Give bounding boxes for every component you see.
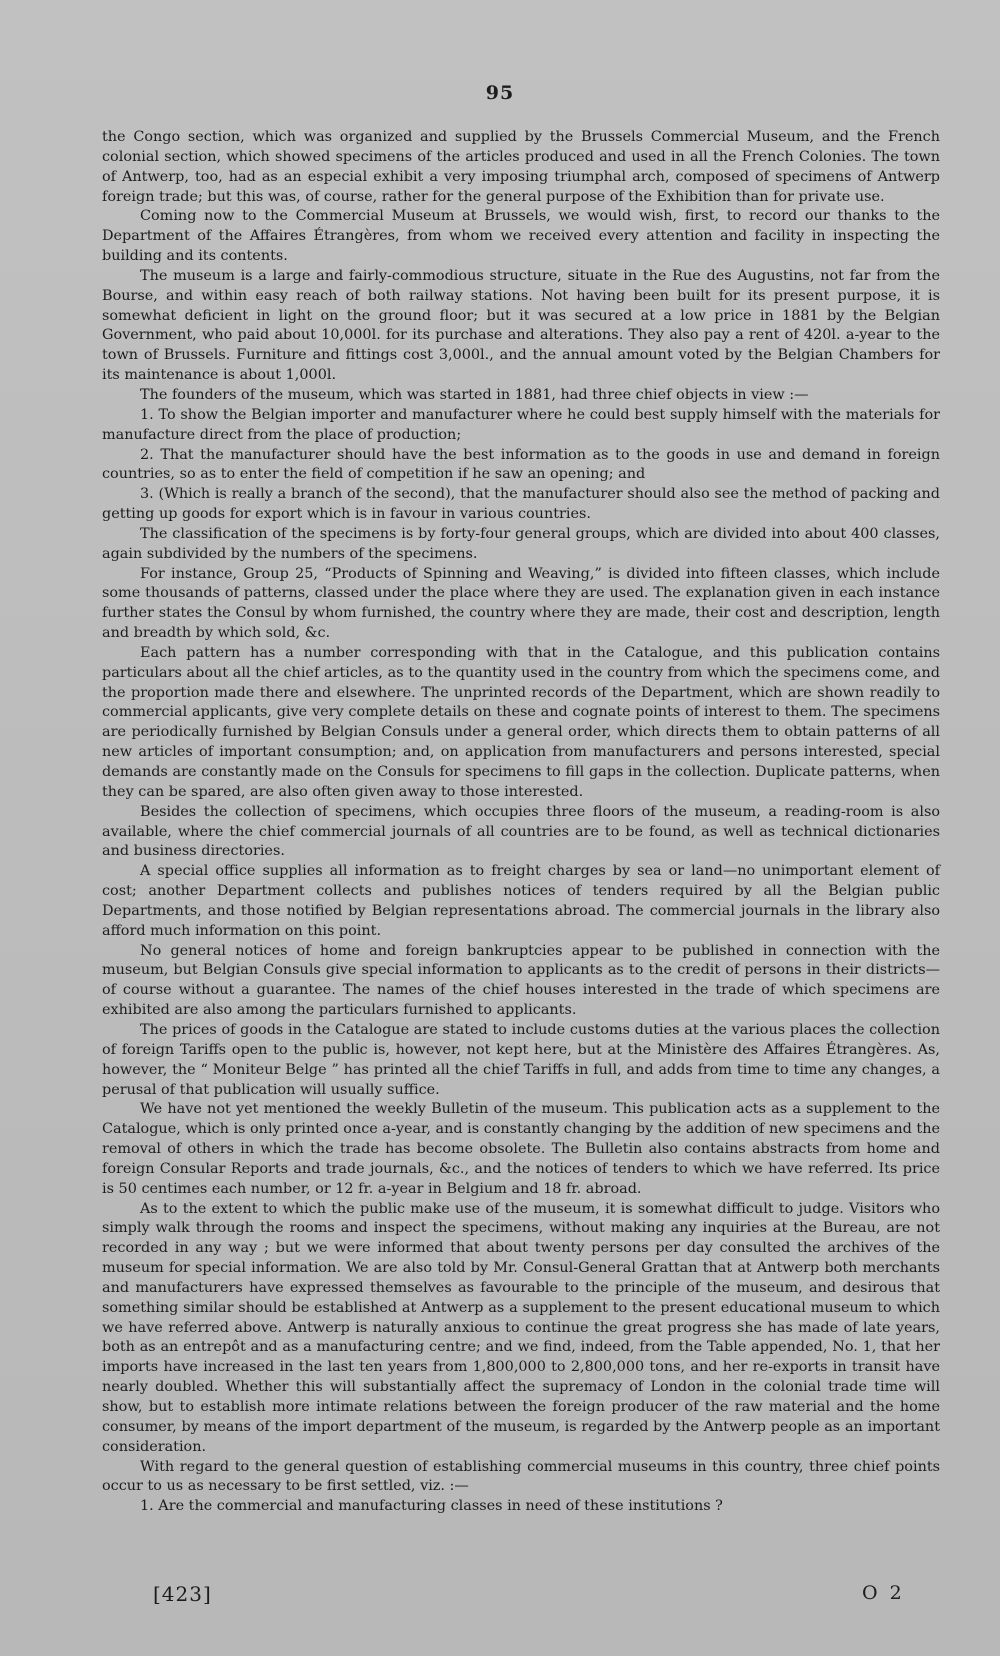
footer-signature-mark: [423] (153, 1582, 212, 1606)
paragraph-founders-objects: The founders of the museum, which was started in 1881, had three chief objects in view :— (140, 386, 809, 403)
paragraph-museum-structure: The museum is a large and fairly-commodious structure, situate in the Rue des Augustins, not far from the Bourse, and within easy reach of both railway stations. Not having been built for its present purpose, it is somewhat deficient in light on the ground floor; but it was secured at a low price in 1881 by the Belgian Government, who paid about 10,000l. for its purchase and alterations. They also pay a rent of 420l. a-year to the town of Brussels. Furniture and fittings cost 3,000l., and the annual amount voted by the Belgian Chambers for its maintenance is about 1,000l. (102, 267, 940, 384)
body-text (102, 128, 940, 1517)
paragraph-bankruptcies: No general notices of home and foreign bankruptcies appear to be published in connection with the museum, but Belgian Consuls give special information to applicants as to the credit of persons in their districts—of course without a guarantee. The names of the chief houses interested in the trade of which specimens are exhibited are also among the particulars furnished to applicants. (102, 942, 940, 1019)
paragraph-object-2: 2. That the manufacturer should have the best information as to the goods in use and demand in foreign countries, so as to enter the field of competition if he saw an opening; and (102, 446, 940, 483)
paragraph-weekly-bulletin: We have not yet mentioned the weekly Bulletin of the museum. This publication acts as a supplement to the Catalogue, which is only printed once a-year, and is constantly changing by the addition of new specimens and the removal of others in which the trade has become obsolete. The Bulletin also contains abstracts from home and foreign Consular Reports and trade journals, &c., and the notices of tenders to which we have referred. Its price is 50 centimes each number, or 12 fr. a-year in Belgium and 18 fr. abroad. (102, 1101, 941, 1197)
paragraph-commercial-museum-thanks: Coming now to the Commercial Museum at Brussels, we would wish, first, to record our thanks to the Department of the Affaires Étrangères, from whom we received every attention and facility in inspecting the building and its contents. (102, 208, 940, 265)
footer-gathering-mark: O 2 (862, 1582, 905, 1604)
paragraph-catalogue-patterns: Each pattern has a number corresponding with that in the Catalogue, and this publication contains particulars about all the chief articles, as to the quantity used in the country from which the specimens come, and the proportion made there and elsewhere. The unprinted records of the Department, which are shown readily to commercial applicants, give very complete details on these and cognate points of interest to them. The specimens are periodically furnished by Belgian Consuls under a general order, which directs them to obtain patterns of all new articles of important consumption; and, on application from manufacturers and persons interested, special demands are constantly made on the Consuls for specimens to fill gaps in the collection. Duplicate patterns, when they can be spared, are also often given away to those interested. (102, 644, 940, 800)
paragraph-point-1: 1. Are the commercial and manufacturing classes in need of these institutions ? (140, 1498, 723, 1515)
page-number: 95 (485, 82, 515, 104)
paragraph-object-3: 3. (Which is really a branch of the second), that the manufacturer should also see the method of packing and getting up goods for export which is in favour in various countries. (102, 486, 940, 523)
paragraph-public-use-antwerp: As to the extent to which the public make use of the museum, it is somewhat difficult to judge. Visitors who simply walk through the rooms and inspect the specimens, without making any inquiries at the Bureau, are not recorded in any way ; but we were informed that about twenty persons per day consulted the archives of the museum for special information. We are also told by Mr. Consul-General Grattan that at Antwerp both merchants and manufacturers have expressed themselves as favourable to the principle of the museum, and desirous that something similar should be established at Antwerp as a supplement to the present educational museum to which we have referred above. Antwerp is naturally anxious to continue the great progress she has made of late years, both as an entrepôt and as a manufacturing centre; and we find, indeed, from the Table appended, No. 1, that her imports have increased in the last ten years from 1,800,000 to 2,800,000 tons, and her re-exports in transit have nearly doubled. Whether this will substantially affect the supremacy of London in the colonial trade time will show, but to establish more intimate relations between the foreign producer of the raw material and the home consumer, by means of the import department of the museum, is regarded by the Antwerp people as an important consideration. (102, 1200, 940, 1455)
paragraph-group-25: For instance, Group 25, “Products of Spinning and Weaving,” is divided into fifteen classes, which include some thousands of patterns, classed under the place where they are used. The explanation given in each instance further states the Consul by whom furnished, the country where they are made, their cost and description, length and breadth by which sold, &c. (102, 565, 940, 642)
paragraph-freight-office: A special office supplies all information as to freight charges by sea or land—no unimportant element of cost; another Department collects and publishes notices of tenders required by all the Belgian public Departments, and those notified by Belgian representations abroad. The commercial journals in the library also afford much information on this point. (102, 863, 940, 939)
paragraph-prices-tariffs: The prices of goods in the Catalogue are stated to include customs duties at the various places the collection of foreign Tariffs open to the public is, however, not kept here, but at the Ministère des Affaires Étrangères. As, however, the “ Moniteur Belge ” has printed all the chief Tariffs in full, and adds from time to time any changes, a perusal of that publication will usually suffice. (102, 1021, 940, 1098)
paragraph-general-question: With regard to the general question of establishing commercial museums in this country, three chief points occur to us as necessary to be first settled, viz. :— (102, 1458, 940, 1495)
paragraph-object-1: 1. To show the Belgian importer and manufacturer where he could best supply himself with the materials for manufacture direct from the place of production; (102, 406, 940, 443)
paragraph-reading-room: Besides the collection of specimens, which occupies three floors of the museum, a reading-room is also available, where the chief commercial journals of all countries are to be found, as well as technical dictionaries and business directories. (102, 803, 940, 860)
paragraph-classification: The classification of the specimens is by forty-four general groups, which are divided into about 400 classes, again subdivided by the numbers of the specimens. (102, 525, 940, 562)
paragraph-congo-section: the Congo section, which was organized and supplied by the Brussels Commercial Museum, and the French colonial section, which showed specimens of the articles produced and used in all the French Colonies. The town of Antwerp, too, had as an especial exhibit a very imposing triumphal arch, composed of specimens of Antwerp foreign trade; but this was, of course, rather for the general purpose of the Exhibition than for private use. (102, 129, 940, 205)
